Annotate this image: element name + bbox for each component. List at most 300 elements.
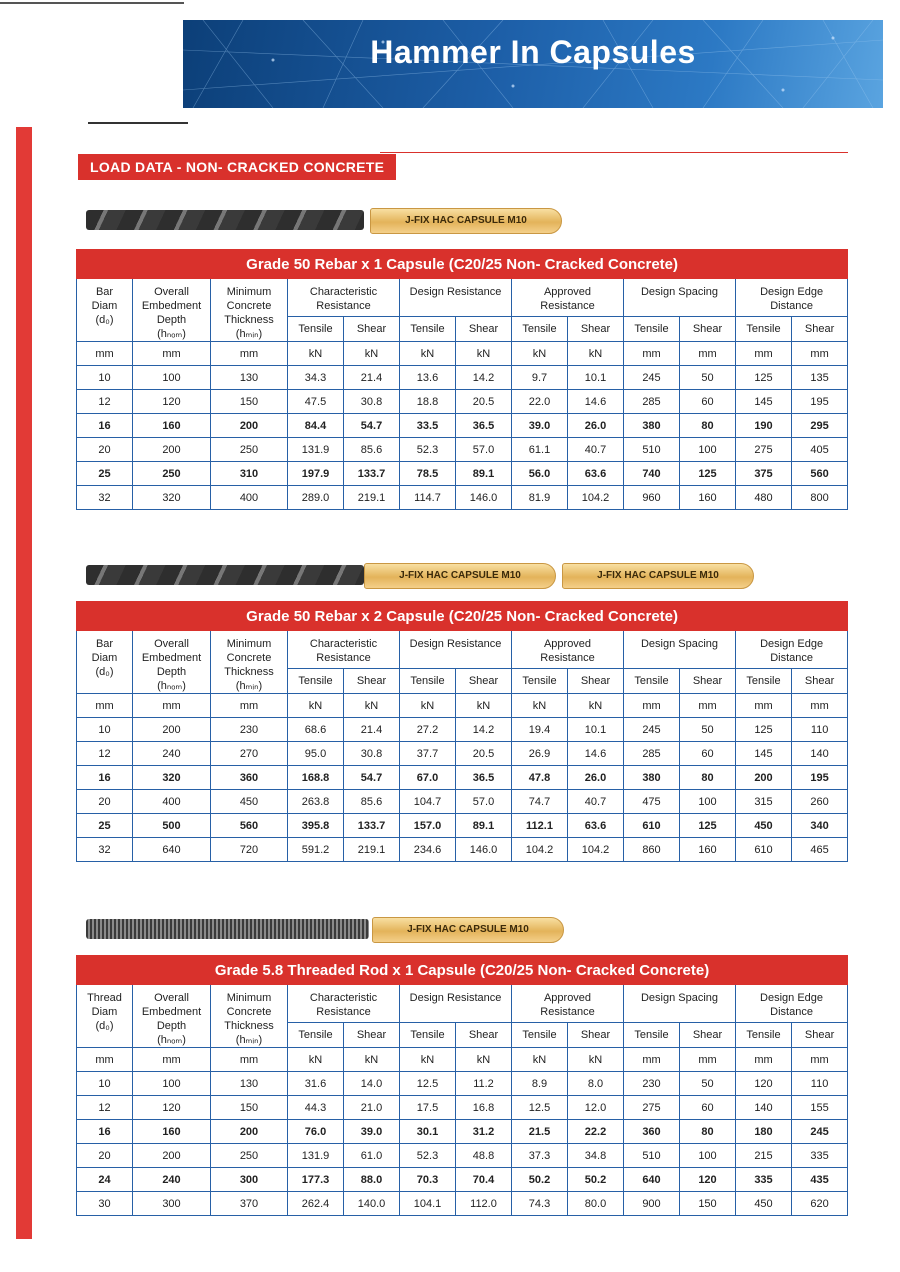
unit-cell: kN [568,342,624,366]
table-row [77,814,848,838]
table-cell: 270 [211,742,288,766]
table-cell: 20 [77,790,133,814]
table-cell: 104.1 [400,1192,456,1216]
sub-header-cell: Tensile [400,669,456,694]
table-cell: 146.0 [456,486,512,510]
col-header-thickness: Minimum Concrete Thickness (hₘᵢₙ) [211,631,288,694]
table-cell: 320 [133,766,211,790]
unit-cell: kN [400,1048,456,1072]
sub-header-cell: Tensile [624,317,680,342]
section-rule [380,152,848,153]
table-cell: 140.0 [344,1192,400,1216]
table-row [77,718,848,742]
table-cell: 48.8 [456,1144,512,1168]
sub-header-cell: Shear [344,317,400,342]
unit-cell: mm [736,342,792,366]
table-cell: 380 [624,766,680,790]
rebar-image-2 [86,565,364,585]
unit-cell: mm [133,694,211,718]
table-cell: 720 [211,838,288,862]
table-cell: 100 [680,790,736,814]
table-cell: 21.4 [344,718,400,742]
sub-header-cell: Shear [456,669,512,694]
table-cell: 150 [211,1096,288,1120]
table-cell: 61.0 [344,1144,400,1168]
sub-header-cell: Tensile [624,669,680,694]
table-cell: 50 [680,718,736,742]
table-cell: 335 [792,1144,848,1168]
table-cell: 21.5 [512,1120,568,1144]
table-cell: 47.8 [512,766,568,790]
table-cell: 104.2 [568,838,624,862]
unit-cell: mm [77,1048,133,1072]
table-cell: 85.6 [344,438,400,462]
unit-cell: kN [512,1048,568,1072]
table-cell: 95.0 [288,742,344,766]
sub-header-cell: Tensile [288,1023,344,1048]
table-cell: 12 [77,742,133,766]
table-cell: 33.5 [400,414,456,438]
unit-cell: kN [568,694,624,718]
unit-cell: kN [344,1048,400,1072]
table-cell: 57.0 [456,790,512,814]
table-cell: 150 [211,390,288,414]
units-row [77,342,848,366]
unit-cell: kN [400,694,456,718]
group-header: Design Resistance [400,631,512,669]
group-header: Characteristic Resistance [288,279,400,317]
table-cell: 40.7 [568,438,624,462]
unit-cell: mm [211,694,288,718]
table-cell: 197.9 [288,462,344,486]
table-cell: 285 [624,390,680,414]
load-table-rebar-2-capsule [76,601,848,862]
unit-cell: mm [211,1048,288,1072]
unit-cell: kN [456,1048,512,1072]
table-cell: 104.2 [568,486,624,510]
table-cell: 450 [211,790,288,814]
sub-header-cell: Shear [792,669,848,694]
side-strip [16,127,49,1239]
table-cell: 200 [211,414,288,438]
group-header: Characteristic Resistance [288,631,400,669]
table-cell: 131.9 [288,438,344,462]
units-row [77,1048,848,1072]
unit-cell: mm [77,342,133,366]
table-cell: 34.3 [288,366,344,390]
table-row [77,1120,848,1144]
table-cell: 200 [133,438,211,462]
unit-cell: mm [680,342,736,366]
table-cell: 405 [792,438,848,462]
unit-cell: mm [792,694,848,718]
col-header-embedment: Overall Embedment Depth (hₙₒₘ) [133,279,211,342]
table-cell: 10.1 [568,718,624,742]
sub-header-cell: Shear [456,317,512,342]
table-cell: 475 [624,790,680,814]
sub-header-cell: Tensile [400,317,456,342]
table-cell: 168.8 [288,766,344,790]
table-cell: 200 [211,1120,288,1144]
capsule-image: J-FIX HAC CAPSULE M10 [562,563,754,589]
capsule-image: J-FIX HAC CAPSULE M10 [370,208,562,234]
table-cell: 78.5 [400,462,456,486]
unit-cell: mm [133,342,211,366]
table-cell: 37.3 [512,1144,568,1168]
table-row [77,414,848,438]
table-cell: 10 [77,366,133,390]
table-cell: 395.8 [288,814,344,838]
table-cell: 610 [624,814,680,838]
table-cell: 100 [133,1072,211,1096]
table-cell: 262.4 [288,1192,344,1216]
table-cell: 74.7 [512,790,568,814]
unit-cell: mm [77,694,133,718]
table-cell: 30.8 [344,742,400,766]
table-cell: 114.7 [400,486,456,510]
table-cell: 400 [211,486,288,510]
table-cell: 260 [792,790,848,814]
unit-cell: kN [400,342,456,366]
table-cell: 37.7 [400,742,456,766]
table-cell: 315 [736,790,792,814]
col-header-diam: Bar Diam (d₀) [77,279,133,342]
col-header-diam: Bar Diam (d₀) [77,631,133,694]
table-cell: 560 [792,462,848,486]
group-header: Approved Resistance [512,985,624,1023]
sub-header-cell: Shear [680,669,736,694]
table-cell: 31.2 [456,1120,512,1144]
table-cell: 16 [77,766,133,790]
sub-header-cell: Shear [680,1023,736,1048]
table-cell: 57.0 [456,438,512,462]
table-cell: 54.7 [344,766,400,790]
table-title: Grade 50 Rebar x 1 Capsule (C20/25 Non- Cracked Concrete) [77,250,848,279]
table-cell: 610 [736,838,792,862]
table-cell: 54.7 [344,414,400,438]
table-cell: 120 [680,1168,736,1192]
table-cell: 56.0 [512,462,568,486]
table-cell: 100 [133,366,211,390]
unit-cell: mm [736,694,792,718]
table-cell: 120 [133,390,211,414]
table-cell: 9.7 [512,366,568,390]
table-cell: 130 [211,366,288,390]
side-label: Technical Data Sheet [31,1056,49,1198]
table-cell: 560 [211,814,288,838]
group-header: Design Spacing [624,279,736,317]
table-cell: 310 [211,462,288,486]
table-cell: 245 [624,366,680,390]
unit-cell: mm [624,342,680,366]
sub-header-cell: Shear [344,1023,400,1048]
capsule-image: J-FIX HAC CAPSULE M10 [364,563,556,589]
table-row [77,1144,848,1168]
table-cell: 16.8 [456,1096,512,1120]
sub-header-cell: Shear [680,317,736,342]
table-cell: 640 [133,838,211,862]
table-cell: 104.7 [400,790,456,814]
table-cell: 25 [77,814,133,838]
unit-cell: mm [736,1048,792,1072]
table-cell: 21.4 [344,366,400,390]
table-cell: 8.9 [512,1072,568,1096]
sub-header-cell: Tensile [736,669,792,694]
table-cell: 14.6 [568,742,624,766]
table-cell: 14.6 [568,390,624,414]
table-cell: 32 [77,486,133,510]
table-cell: 215 [736,1144,792,1168]
unit-cell: kN [344,694,400,718]
table-cell: 240 [133,1168,211,1192]
table-cell: 285 [624,742,680,766]
table-row [77,366,848,390]
table-cell: 860 [624,838,680,862]
table-cell: 14.2 [456,718,512,742]
col-header-embedment: Overall Embedment Depth (hₙₒₘ) [133,631,211,694]
table-row [77,790,848,814]
table-cell: 275 [736,438,792,462]
table-cell: 40.7 [568,790,624,814]
table-cell: 375 [736,462,792,486]
table-cell: 13.6 [400,366,456,390]
table-cell: 50.2 [568,1168,624,1192]
table-cell: 12.5 [512,1096,568,1120]
table-cell: 250 [211,438,288,462]
table-cell: 68.6 [288,718,344,742]
group-header: Design Resistance [400,985,512,1023]
table-cell: 195 [792,390,848,414]
table-cell: 12.5 [400,1072,456,1096]
table-cell: 140 [736,1096,792,1120]
table-cell: 230 [624,1072,680,1096]
table-cell: 450 [736,814,792,838]
table-cell: 140 [792,742,848,766]
sub-header-cell: Tensile [512,1023,568,1048]
table-cell: 44.3 [288,1096,344,1120]
unit-cell: kN [288,1048,344,1072]
capsule-image: J-FIX HAC CAPSULE M10 [372,917,564,943]
table-cell: 47.5 [288,390,344,414]
table-cell: 8.0 [568,1072,624,1096]
table-cell: 320 [133,486,211,510]
table-cell: 145 [736,390,792,414]
unit-cell: kN [344,342,400,366]
table-cell: 11.2 [456,1072,512,1096]
table-cell: 20 [77,1144,133,1168]
unit-cell: mm [680,694,736,718]
table-cell: 250 [133,462,211,486]
unit-cell: mm [792,1048,848,1072]
table-cell: 480 [736,486,792,510]
table-cell: 177.3 [288,1168,344,1192]
table-cell: 60 [680,1096,736,1120]
table-cell: 120 [736,1072,792,1096]
table-row [77,462,848,486]
table-cell: 36.5 [456,766,512,790]
table-cell: 360 [211,766,288,790]
table-row [77,486,848,510]
sub-header-cell: Tensile [624,1023,680,1048]
unit-cell: kN [456,342,512,366]
table-cell: 190 [736,414,792,438]
table-cell: 510 [624,1144,680,1168]
table-cell: 112.1 [512,814,568,838]
table-cell: 133.7 [344,814,400,838]
unit-cell: mm [792,342,848,366]
unit-cell: kN [512,342,568,366]
table-cell: 157.0 [400,814,456,838]
unit-cell: mm [133,1048,211,1072]
table-cell: 150 [680,1192,736,1216]
table-cell: 289.0 [288,486,344,510]
table-cell: 34.8 [568,1144,624,1168]
table-cell: 12 [77,1096,133,1120]
table-cell: 88.0 [344,1168,400,1192]
sub-header-cell: Shear [344,669,400,694]
table-cell: 160 [680,838,736,862]
table-cell: 20.5 [456,390,512,414]
sub-header-cell: Tensile [512,669,568,694]
table-cell: 63.6 [568,462,624,486]
table-row [77,1096,848,1120]
table-cell: 135 [792,366,848,390]
table-title: Grade 5.8 Threaded Rod x 1 Capsule (C20/25 Non- Cracked Concrete) [77,956,848,985]
table-cell: 125 [680,814,736,838]
table-cell: 84.4 [288,414,344,438]
table-cell: 30.8 [344,390,400,414]
table-cell: 195 [792,766,848,790]
table-cell: 80.0 [568,1192,624,1216]
table-cell: 335 [736,1168,792,1192]
group-header: Design Spacing [624,631,736,669]
unit-cell: mm [624,1048,680,1072]
sub-header-cell: Tensile [400,1023,456,1048]
table-cell: 620 [792,1192,848,1216]
table-cell: 380 [624,414,680,438]
short-rule [88,122,188,124]
sub-header-cell: Shear [568,317,624,342]
table-cell: 100 [680,1144,736,1168]
table-cell: 100 [680,438,736,462]
table-cell: 14.2 [456,366,512,390]
unit-cell: kN [568,1048,624,1072]
table-cell: 39.0 [512,414,568,438]
table-cell: 12 [77,390,133,414]
table-cell: 275 [624,1096,680,1120]
load-table-rebar-1-capsule [76,249,848,510]
table-cell: 800 [792,486,848,510]
table-cell: 263.8 [288,790,344,814]
table-cell: 89.1 [456,814,512,838]
table-cell: 640 [624,1168,680,1192]
col-header-diam: Thread Diam (d₀) [77,985,133,1048]
table-row [77,838,848,862]
table-cell: 89.1 [456,462,512,486]
sub-header-cell: Shear [792,317,848,342]
group-header: Design Spacing [624,985,736,1023]
table-cell: 219.1 [344,486,400,510]
col-header-thickness: Minimum Concrete Thickness (hₘᵢₙ) [211,279,288,342]
group-header: Design Edge Distance [736,631,848,669]
table-cell: 16 [77,1120,133,1144]
table-cell: 32 [77,838,133,862]
table-cell: 61.1 [512,438,568,462]
group-header: Characteristic Resistance [288,985,400,1023]
table-cell: 146.0 [456,838,512,862]
table-cell: 160 [680,486,736,510]
table-cell: 145 [736,742,792,766]
table-cell: 125 [736,718,792,742]
table-cell: 300 [133,1192,211,1216]
table-cell: 81.9 [512,486,568,510]
table-cell: 360 [624,1120,680,1144]
table-cell: 400 [133,790,211,814]
table-cell: 30 [77,1192,133,1216]
sub-header-cell: Shear [456,1023,512,1048]
sub-header-cell: Tensile [736,1023,792,1048]
table-cell: 230 [211,718,288,742]
table-cell: 104.2 [512,838,568,862]
sub-header-cell: Tensile [288,669,344,694]
table-cell: 300 [211,1168,288,1192]
table-cell: 130 [211,1072,288,1096]
table-cell: 180 [736,1120,792,1144]
table-cell: 200 [133,718,211,742]
unit-cell: mm [680,1048,736,1072]
table-cell: 250 [211,1144,288,1168]
table-cell: 10 [77,1072,133,1096]
table-cell: 740 [624,462,680,486]
table-cell: 245 [624,718,680,742]
table-row [77,1072,848,1096]
table-cell: 26.9 [512,742,568,766]
table-cell: 21.0 [344,1096,400,1120]
group-header: Design Edge Distance [736,279,848,317]
table-cell: 22.2 [568,1120,624,1144]
table-cell: 18.8 [400,390,456,414]
table-cell: 74.3 [512,1192,568,1216]
table-cell: 900 [624,1192,680,1216]
sub-header-cell: Shear [568,1023,624,1048]
table-cell: 50.2 [512,1168,568,1192]
table-cell: 52.3 [400,438,456,462]
table-cell: 76.0 [288,1120,344,1144]
table-cell: 60 [680,390,736,414]
table-cell: 234.6 [400,838,456,862]
table-cell: 10 [77,718,133,742]
table-cell: 200 [736,766,792,790]
table-cell: 17.5 [400,1096,456,1120]
table-cell: 131.9 [288,1144,344,1168]
table-cell: 26.0 [568,414,624,438]
table-cell: 591.2 [288,838,344,862]
table-row [77,742,848,766]
sub-header-cell: Shear [792,1023,848,1048]
table-cell: 200 [133,1144,211,1168]
unit-cell: kN [456,694,512,718]
table-cell: 500 [133,814,211,838]
table-cell: 26.0 [568,766,624,790]
sub-header-cell: Shear [568,669,624,694]
table-cell: 160 [133,414,211,438]
table-cell: 960 [624,486,680,510]
table-cell: 155 [792,1096,848,1120]
table-cell: 370 [211,1192,288,1216]
rebar-image-1 [86,210,364,230]
table-cell: 110 [792,718,848,742]
unit-cell: mm [211,342,288,366]
